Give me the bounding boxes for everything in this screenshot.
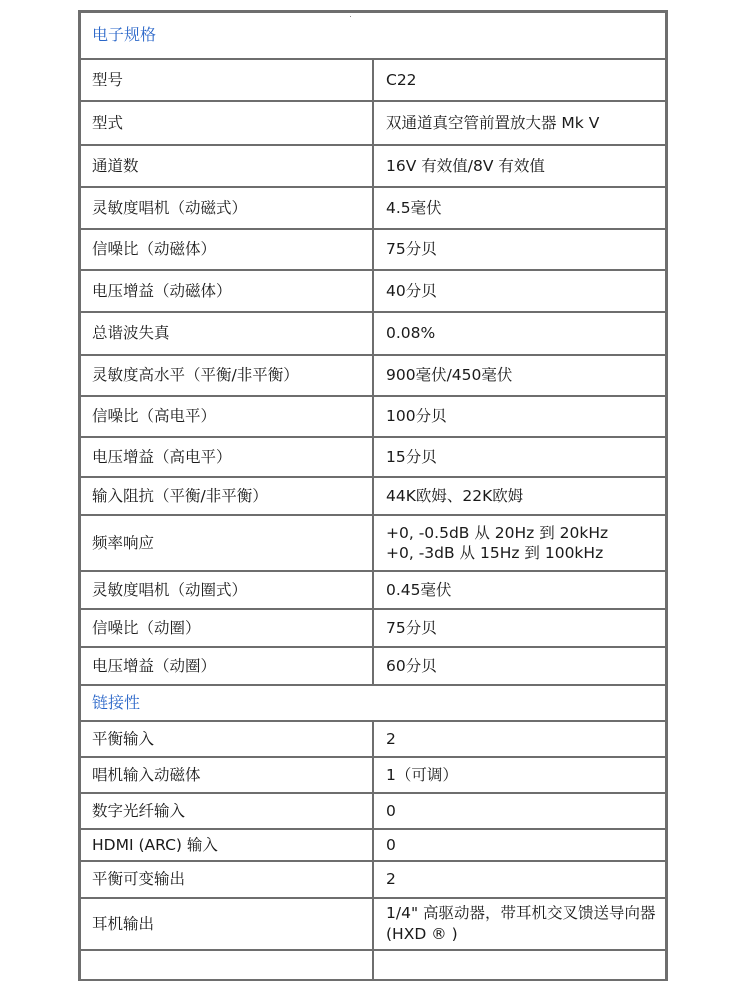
spec-value-line: +0, -3dB 从 15Hz 到 100kHz <box>386 543 604 562</box>
table-row <box>80 757 667 793</box>
table-row <box>80 571 667 609</box>
table-row <box>80 609 667 647</box>
spec-label: 灵敏度高水平（平衡/非平衡） <box>80 355 374 396</box>
section-header-row <box>80 12 667 59</box>
spec-label: 频率响应 <box>80 515 374 571</box>
spec-label: 灵敏度唱机（动圈式） <box>80 571 374 609</box>
table-row <box>80 515 667 571</box>
table-row <box>80 396 667 437</box>
spec-value: 0 <box>373 829 667 861</box>
spec-label: 电压增益（动圈） <box>80 647 374 685</box>
spec-value: 40分贝 <box>373 270 667 312</box>
table-row <box>80 950 667 980</box>
table-row <box>80 437 667 477</box>
spec-value: 75分贝 <box>373 229 667 270</box>
spec-label: 信噪比（动磁体） <box>80 229 374 270</box>
spec-label: 输入阻抗（平衡/非平衡） <box>80 477 374 515</box>
spec-label-cut-off <box>80 950 374 980</box>
section-header-row <box>80 685 667 721</box>
table-row <box>80 270 667 312</box>
spec-value: 75分贝 <box>373 609 667 647</box>
spec-label: 型式 <box>80 101 374 145</box>
spec-label: 唱机输入动磁体 <box>80 757 374 793</box>
table-row <box>80 829 667 861</box>
table-row <box>80 355 667 396</box>
spec-value: 16V 有效值/8V 有效值 <box>373 145 667 187</box>
spec-value: 双通道真空管前置放大器 Mk V <box>373 101 667 145</box>
table-row <box>80 145 667 187</box>
spec-table <box>78 10 668 981</box>
spec-label: 信噪比（动圈） <box>80 609 374 647</box>
spec-value: 900毫伏/450毫伏 <box>373 355 667 396</box>
spec-value: 2 <box>373 721 667 757</box>
spec-value-line: +0, -0.5dB 从 20Hz 到 20kHz <box>386 523 609 542</box>
table-row <box>80 793 667 829</box>
spec-value: 1（可调） <box>373 757 667 793</box>
table-row <box>80 861 667 898</box>
spec-label: 平衡输入 <box>80 721 374 757</box>
spec-value: 100分贝 <box>373 396 667 437</box>
spec-value: 15分贝 <box>373 437 667 477</box>
spec-label: 总谐波失真 <box>80 312 374 355</box>
spec-value-multiline <box>373 515 667 571</box>
spec-label: HDMI (ARC) 输入 <box>80 829 374 861</box>
spec-value: 2 <box>373 861 667 898</box>
spec-label: 通道数 <box>80 145 374 187</box>
spec-label: 数字光纤输入 <box>80 793 374 829</box>
spec-value: 1/4" 高驱动器，带耳机交叉馈送导向器 (HXD ® ) <box>373 898 667 950</box>
section-title-electrical: 电子规格 <box>80 12 667 59</box>
spec-label: 电压增益（高电平） <box>80 437 374 477</box>
spec-value: 0.08% <box>373 312 667 355</box>
spec-label: 型号 <box>80 59 374 101</box>
table-row <box>80 721 667 757</box>
spec-value: 0.45毫伏 <box>373 571 667 609</box>
spec-label: 电压增益（动磁体） <box>80 270 374 312</box>
spec-value: 4.5毫伏 <box>373 187 667 229</box>
table-row <box>80 898 667 950</box>
table-row <box>80 101 667 145</box>
spec-value-cut-off <box>373 950 667 980</box>
spec-label: 平衡可变输出 <box>80 861 374 898</box>
spec-value: C22 <box>373 59 667 101</box>
section-title-connectivity: 链接性 <box>80 685 667 721</box>
table-row <box>80 229 667 270</box>
spec-value: 44K欧姆、22K欧姆 <box>373 477 667 515</box>
table-row <box>80 477 667 515</box>
spec-value: 0 <box>373 793 667 829</box>
table-row <box>80 647 667 685</box>
spec-label: 耳机输出 <box>80 898 374 950</box>
spec-label: 信噪比（高电平） <box>80 396 374 437</box>
table-row <box>80 187 667 229</box>
spec-label: 灵敏度唱机（动磁式） <box>80 187 374 229</box>
table-row <box>80 312 667 355</box>
table-row <box>80 59 667 101</box>
spec-value: 60分贝 <box>373 647 667 685</box>
